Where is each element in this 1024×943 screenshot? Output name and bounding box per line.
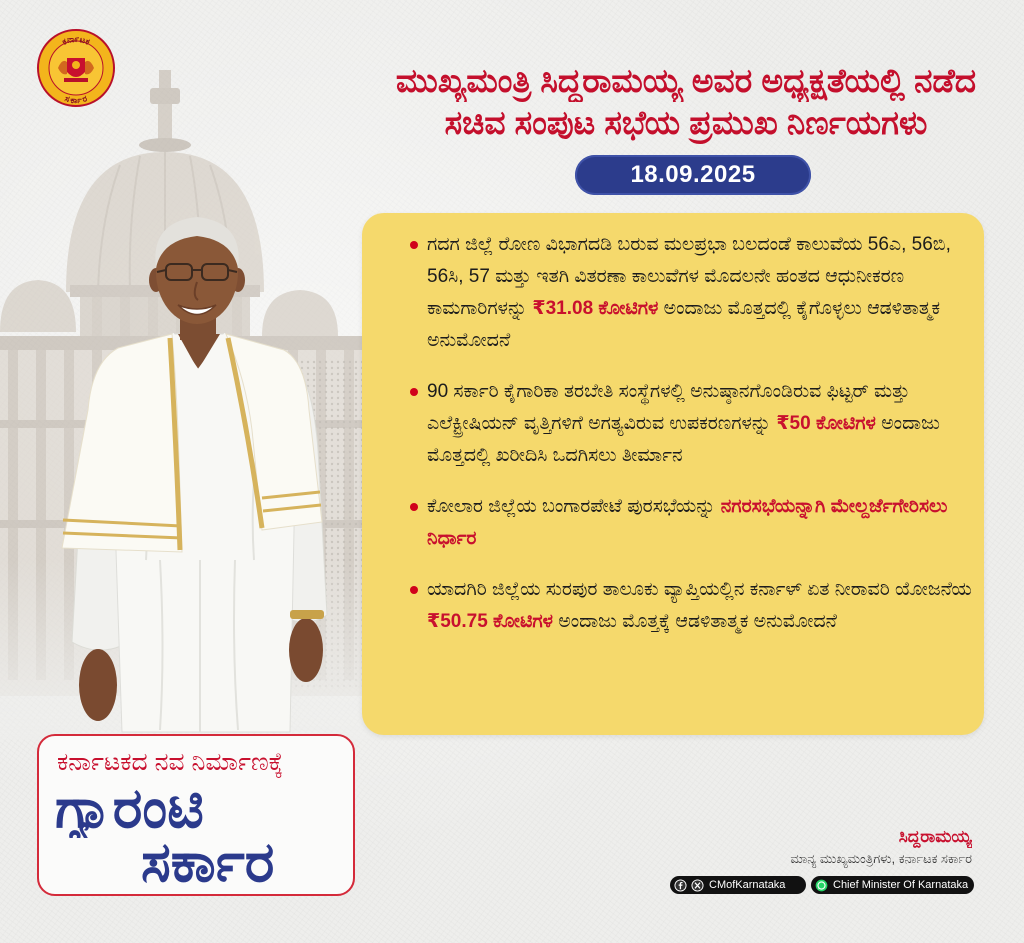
decision-text-end: ಅಂದಾಜು ಮೊತ್ತದಲ್ಲಿ ಕೈಗೊಳ್ಳಲು ಆಡಳಿತಾತ್ಮಕ ಅನುಮೋದನೆ (427, 298, 941, 351)
social-handle-text: CMofKarnataka (709, 879, 786, 891)
signature-designation: ಮಾನ್ಯ ಮುಖ್ಯಮಂತ್ರಿಗಳು, ಕರ್ನಾಟಕ ಸರ್ಕಾರ (790, 851, 972, 866)
bullet-dot-icon (410, 241, 418, 249)
decision-text: ಗದಗ ಜಿಲ್ಲೆ ರೋಣ ವಿಭಾಗದಡಿ ಬರುವ ಮಲಪ್ರಭಾ ಬಲದಂಡೆ ಕಾಲುವೆಯ 56ಎ, 56ಬಿ, 56ಸಿ, 57 ಮತ್ತು ಇತಗಿ ವಿತರಣಾ ಕಾಲುವೆಗಳ ಮೊದಲನೇ ಹಂತದ ಆಧುನೀಕರಣ ಕಾಮಗಾರಿಗಳನ್ನು (427, 234, 951, 319)
campaign-word-1: ಗ್ಯಾರಂಟಿ (55, 778, 204, 838)
bullet-dot-icon (410, 503, 418, 511)
decision-item (427, 574, 972, 638)
facebook-icon (674, 879, 687, 892)
karnataka-emblem-icon (36, 28, 116, 108)
decision-text-end: ಅಂದಾಜು ಮೊತ್ತಕ್ಕೆ ಆಡಳಿತಾತ್ಮಕ ಅನುಮೋದನೆ (552, 611, 837, 632)
background-illustration (0, 0, 400, 740)
date-badge: 18.09.2025 (575, 155, 811, 195)
decision-text: 90 ಸರ್ಕಾರಿ ಕೈಗಾರಿಕಾ ತರಬೇತಿ ಸಂಸ್ಥೆಗಳಲ್ಲಿ ಅನುಷ್ಠಾನಗೊಂಡಿರುವ ಫಿಟ್ಟರ್ ಮತ್ತು ಎಲೆಕ್ಟ್ರೀಷಿಯನ್ ವೃತ್ತಿಗಳಿಗೆ ಅಗತ್ಯವಿರುವ ಉಪಕರಣಗಳನ್ನು (427, 381, 910, 434)
x-icon (691, 879, 704, 892)
decision-text: ಕೋಲಾರ ಜಿಲ್ಲೆಯ ಬಂಗಾರಪೇಟೆ ಪುರಸಭೆಯನ್ನು (427, 496, 721, 517)
decision-list (362, 213, 984, 638)
bullet-dot-icon (410, 388, 418, 396)
campaign-tagline: ಕರ್ನಾಟಕದ ನವ ನಿರ್ಮಾಣಕ್ಕೆ (57, 748, 284, 776)
bullet-dot-icon (410, 586, 418, 594)
title-line-2: ಸಚಿವ ಸಂಪುಟ ಸಭೆಯ ಪ್ರಮುಖ ನಿರ್ಣಯಗಳು (444, 104, 928, 141)
decision-item (427, 376, 972, 472)
decision-highlight: ನಗರಸಭೆಯನ್ನಾಗಿ ಮೇಲ್ದರ್ಜೆಗೇರಿಸಲು ನಿರ್ಧಾರ (427, 496, 948, 549)
social-handle-facebook-x (670, 876, 806, 894)
campaign-badge (37, 734, 355, 896)
decision-item (427, 491, 972, 555)
decision-item (427, 229, 972, 357)
decision-highlight: ₹50.75 ಕೋಟಿಗಳ (427, 611, 553, 632)
title-line-1: ಮುಖ್ಯಮಂತ್ರಿ ಸಿದ್ದರಾಮಯ್ಯ ಅವರ ಅಧ್ಯಕ್ಷತೆಯಲ್ಲಿ ನಡೆದ (395, 62, 977, 99)
decision-highlight: ₹50 ಕೋಟಿಗಳ (776, 413, 876, 434)
decision-text: ಯಾದಗಿರಿ ಜಿಲ್ಲೆಯ ಸುರಪುರ ತಾಲೂಕು ವ್ಯಾಪ್ತಿಯಲ್ಲಿನ ಕರ್ನಾಳ್ ಏತ ನೀರಾವರಿ ಯೋಜನೆಯ (427, 579, 972, 600)
logo-top-text: ಕರ್ನಾಟಕ (60, 34, 92, 48)
decision-highlight: ₹31.08 ಕೋಟಿಗಳ (532, 298, 659, 319)
campaign-word-2: ಸರ್ಕಾರ (141, 832, 275, 892)
left-hand (79, 649, 117, 721)
logo-bottom-text: ಸರ್ಕಾರ (63, 94, 89, 107)
social-handle-text: Chief Minister Of Karnataka (833, 879, 969, 891)
decisions-panel (362, 213, 984, 735)
wrist-watch (290, 610, 324, 619)
right-hand (289, 618, 323, 682)
social-handle-whatsapp (811, 876, 974, 894)
signature-name: ಸಿದ್ದರಾಮಯ್ಯ (898, 827, 972, 846)
decision-text-end: ಅಂದಾಜು ಮೊತ್ತದಲ್ಲಿ ಖರೀದಿಸಿ ಒದಗಿಸಲು ತೀರ್ಮಾನ (427, 413, 940, 466)
whatsapp-icon (815, 879, 828, 892)
